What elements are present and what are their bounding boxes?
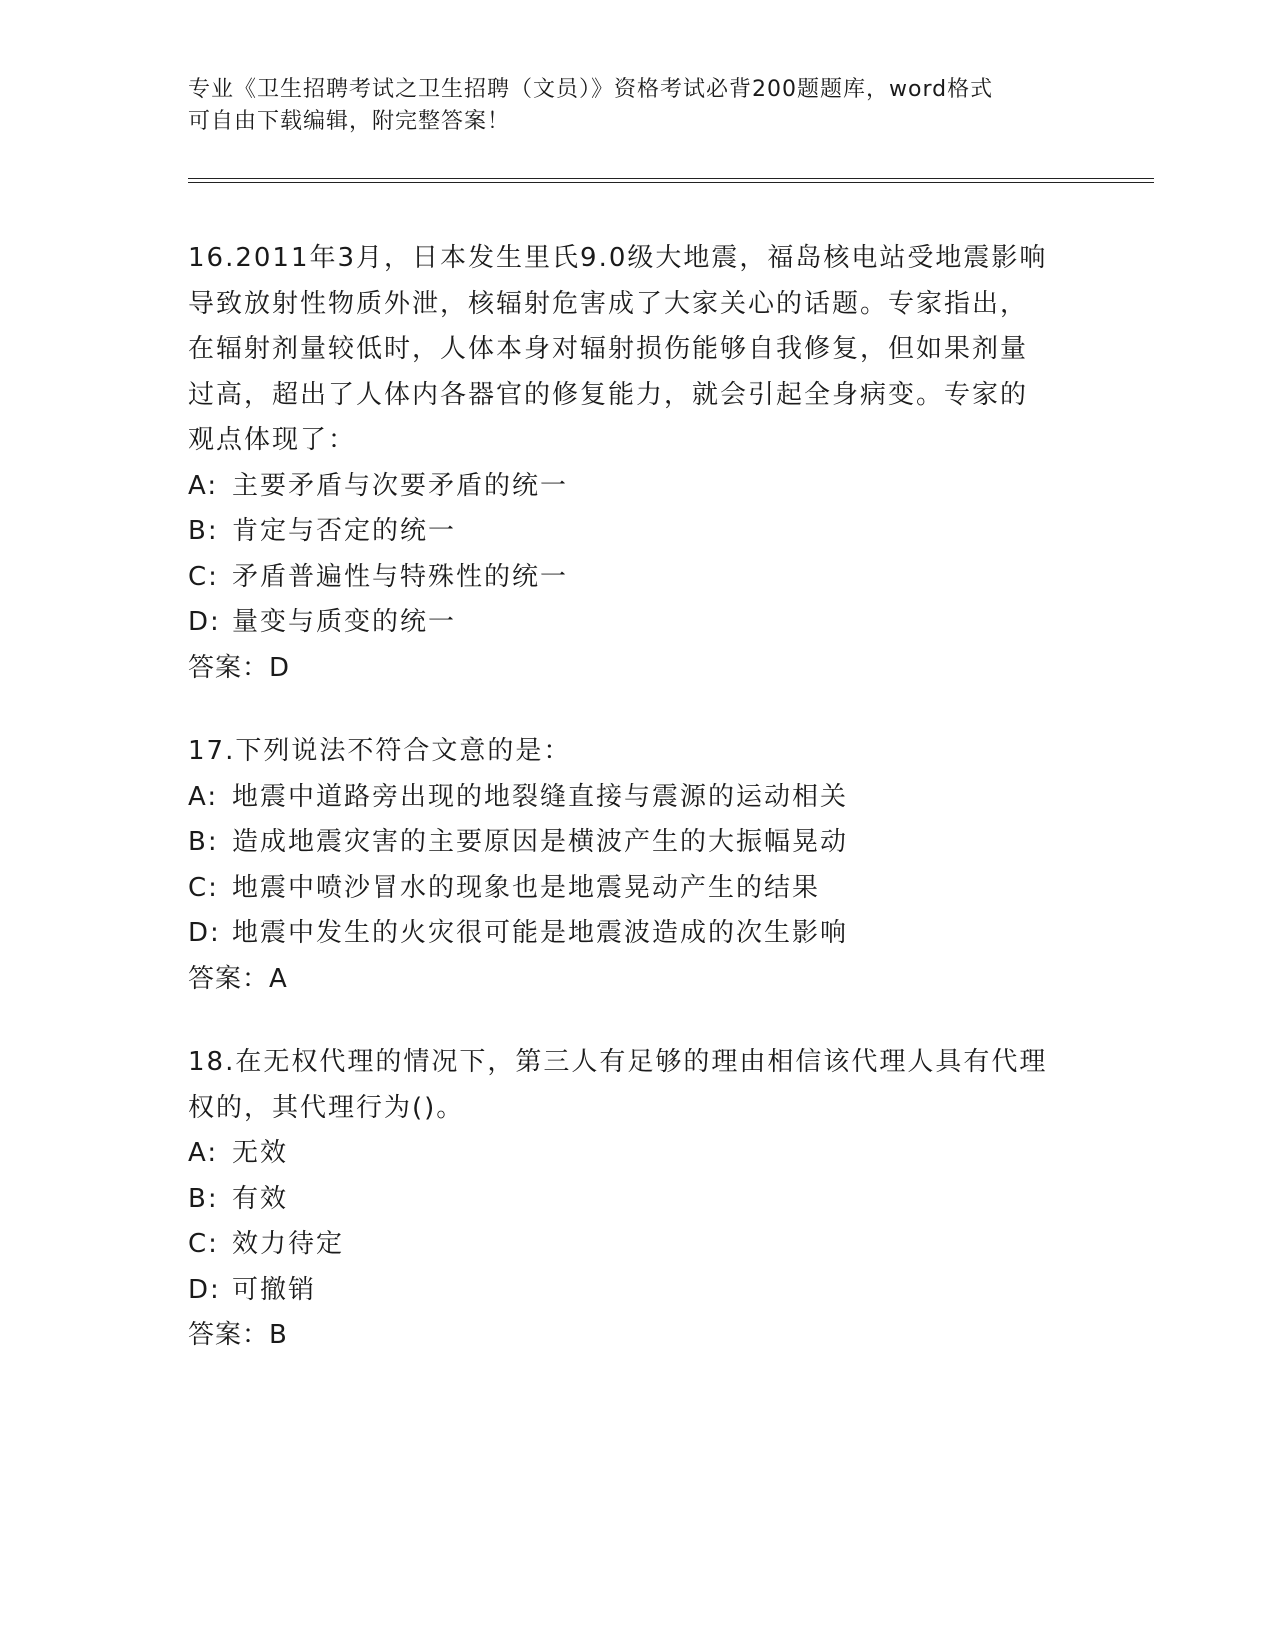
option-text: 地震中道路旁出现的地裂缝直接与震源的运动相关 xyxy=(232,781,849,812)
option-letter: D: xyxy=(188,918,221,948)
option-d xyxy=(188,1268,1088,1314)
stem-line: 权的，其代理行为()。 xyxy=(188,1092,465,1123)
option-letter: D: xyxy=(188,607,221,637)
option-letter: B: xyxy=(188,827,219,857)
option-text: 矛盾普遍性与特殊性的统一 xyxy=(232,561,569,592)
option-letter: D: xyxy=(188,1274,221,1305)
answer-label: 答案：A xyxy=(188,963,288,994)
option-letter: A: xyxy=(188,1138,219,1168)
option-a xyxy=(188,1131,1088,1177)
answer-label: 答案：B xyxy=(188,1320,288,1350)
option-b xyxy=(188,820,1088,866)
option-a xyxy=(188,775,1088,821)
header-divider-top xyxy=(188,178,1154,179)
stem-line: 18.在无权代理的情况下，第三人有足够的理由相信该代理人具有代理 xyxy=(188,1047,1048,1077)
question-list xyxy=(188,236,1088,1397)
option-text: 地震中发生的火灾很可能是地震波造成的次生影响 xyxy=(232,918,849,948)
question-stem xyxy=(188,729,1088,775)
stem-line: 导致放射性物质外泄，核辐射危害成了大家关心的话题。专家指出， xyxy=(188,288,1029,319)
question-stem xyxy=(188,1040,1088,1131)
option-text: 可撤销 xyxy=(232,1274,317,1305)
option-text: 量变与质变的统一 xyxy=(232,607,457,637)
option-d xyxy=(188,911,1088,957)
option-text: 肯定与否定的统一 xyxy=(232,516,457,546)
question-17 xyxy=(188,729,1088,1002)
header-line-1: 专业《卫生招聘考试之卫生招聘（文员）》资格考试必背200题题库，word格式 xyxy=(188,77,994,102)
stem-line: 过高，超出了人体内各器官的修复能力，就会引起全身病变。专家的 xyxy=(188,379,1029,410)
option-text: 无效 xyxy=(232,1138,289,1168)
option-letter: A: xyxy=(188,470,219,501)
document-header xyxy=(188,74,1088,138)
option-text: 地震中喷沙冒水的现象也是地震晃动产生的结果 xyxy=(232,872,821,903)
option-text: 效力待定 xyxy=(232,1229,345,1259)
option-b xyxy=(188,1177,1088,1223)
answer-label: 答案：D xyxy=(188,652,291,683)
option-letter: B: xyxy=(188,516,219,546)
option-c xyxy=(188,866,1088,912)
header-line-2: 可自由下载编辑，附完整答案！ xyxy=(188,109,511,134)
question-stem xyxy=(188,236,1088,464)
option-a xyxy=(188,464,1088,510)
option-letter: C: xyxy=(188,561,219,592)
header-divider-bottom xyxy=(188,182,1154,183)
question-16 xyxy=(188,236,1088,691)
option-letter: A: xyxy=(188,781,219,812)
option-c xyxy=(188,1222,1088,1268)
option-letter: C: xyxy=(188,1229,219,1259)
option-letter: B: xyxy=(188,1183,219,1214)
option-d xyxy=(188,600,1088,646)
stem-line: 在辐射剂量较低时，人体本身对辐射损伤能够自我修复，但如果剂量 xyxy=(188,334,1029,364)
stem-line: 16.2011年3月，日本发生里氏9.0级大地震，福岛核电站受地震影响 xyxy=(188,243,1048,273)
option-letter: C: xyxy=(188,872,219,903)
stem-line: 观点体现了： xyxy=(188,425,357,455)
option-c xyxy=(188,555,1088,601)
option-b xyxy=(188,509,1088,555)
option-text: 造成地震灾害的主要原因是横波产生的大振幅晃动 xyxy=(232,827,849,857)
question-18 xyxy=(188,1040,1088,1359)
option-text: 主要矛盾与次要矛盾的统一 xyxy=(232,470,569,501)
stem-line: 17.下列说法不符合文意的是： xyxy=(188,736,572,766)
option-text: 有效 xyxy=(232,1183,289,1214)
